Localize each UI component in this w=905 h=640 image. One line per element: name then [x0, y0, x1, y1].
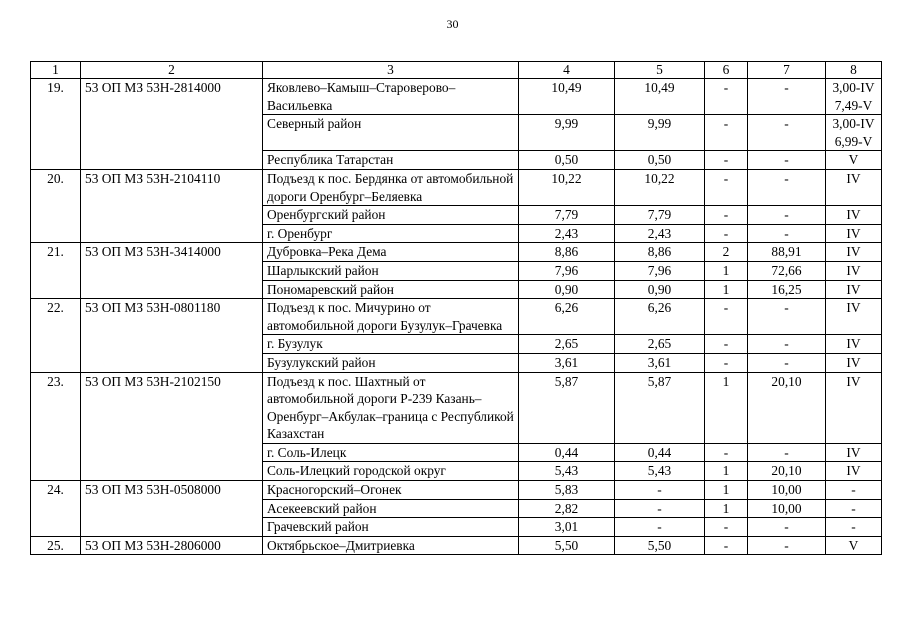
bridge-count: 1 — [705, 372, 748, 443]
road-category: IV — [826, 299, 882, 335]
paved-length: - — [615, 481, 705, 500]
bridge-count: - — [705, 536, 748, 555]
bridge-length: 20,10 — [748, 462, 826, 481]
bridge-length: 20,10 — [748, 372, 826, 443]
table-row — [31, 169, 882, 205]
road-category: V — [826, 536, 882, 555]
total-length: 10,22 — [519, 169, 615, 205]
bridge-length: - — [748, 518, 826, 537]
road-name: Асекеевский район — [263, 499, 519, 518]
header-row — [31, 62, 882, 79]
total-length: 5,87 — [519, 372, 615, 443]
road-category: IV — [826, 372, 882, 443]
paved-length: 7,96 — [615, 261, 705, 280]
bridge-count: 1 — [705, 481, 748, 500]
paved-length: 9,99 — [615, 115, 705, 151]
table-row — [31, 481, 882, 500]
total-length: 2,65 — [519, 335, 615, 354]
paved-length: 6,26 — [615, 299, 705, 335]
bridge-count: 1 — [705, 280, 748, 299]
row-number: 20. — [31, 169, 81, 242]
column-header: 2 — [81, 62, 263, 79]
paved-length: 3,61 — [615, 353, 705, 372]
road-code: 53 ОП МЗ 53Н-0801180 — [81, 299, 263, 372]
bridge-count: - — [705, 151, 748, 170]
bridge-count: - — [705, 335, 748, 354]
bridge-length: - — [748, 206, 826, 225]
total-length: 2,43 — [519, 224, 615, 243]
road-code: 53 ОП МЗ 53Н-2104110 — [81, 169, 263, 242]
paved-length: - — [615, 518, 705, 537]
road-name: Шарлыкский район — [263, 261, 519, 280]
row-number: 24. — [31, 481, 81, 537]
paved-length: 0,90 — [615, 280, 705, 299]
total-length: 7,79 — [519, 206, 615, 225]
road-category: 3,00-IV 7,49-V — [826, 79, 882, 115]
roads-table — [30, 61, 882, 555]
road-code: 53 ОП МЗ 53Н-2102150 — [81, 372, 263, 481]
paved-length: 0,50 — [615, 151, 705, 170]
road-name: Северный район — [263, 115, 519, 151]
road-category: - — [826, 499, 882, 518]
road-name: Дубровка–Река Дема — [263, 243, 519, 262]
road-category: V — [826, 151, 882, 170]
total-length: 6,26 — [519, 299, 615, 335]
bridge-count: 1 — [705, 462, 748, 481]
paved-length: 10,22 — [615, 169, 705, 205]
column-header: 5 — [615, 62, 705, 79]
road-name: г. Соль-Илецк — [263, 443, 519, 462]
total-length: 3,61 — [519, 353, 615, 372]
road-name: Октябрьское–Дмитриевка — [263, 536, 519, 555]
column-header: 3 — [263, 62, 519, 79]
table-row — [31, 79, 882, 115]
road-name: г. Бузулук — [263, 335, 519, 354]
total-length: 8,86 — [519, 243, 615, 262]
total-length: 5,43 — [519, 462, 615, 481]
road-category: IV — [826, 353, 882, 372]
total-length: 0,50 — [519, 151, 615, 170]
total-length: 3,01 — [519, 518, 615, 537]
paved-length: 8,86 — [615, 243, 705, 262]
road-category: IV — [826, 224, 882, 243]
bridge-count: - — [705, 443, 748, 462]
bridge-length: - — [748, 536, 826, 555]
total-length: 9,99 — [519, 115, 615, 151]
total-length: 5,50 — [519, 536, 615, 555]
row-number: 25. — [31, 536, 81, 555]
table-row — [31, 536, 882, 555]
road-code: 53 ОП МЗ 53Н-0508000 — [81, 481, 263, 537]
column-header: 4 — [519, 62, 615, 79]
bridge-count: - — [705, 79, 748, 115]
road-category: - — [826, 481, 882, 500]
road-name: Грачевский район — [263, 518, 519, 537]
road-category: IV — [826, 443, 882, 462]
column-header: 7 — [748, 62, 826, 79]
bridge-count: - — [705, 299, 748, 335]
total-length: 2,82 — [519, 499, 615, 518]
road-name: Оренбургский район — [263, 206, 519, 225]
paved-length: 10,49 — [615, 79, 705, 115]
bridge-count: - — [705, 518, 748, 537]
road-code: 53 ОП МЗ 53Н-2806000 — [81, 536, 263, 555]
bridge-length: - — [748, 335, 826, 354]
road-category: IV — [826, 169, 882, 205]
road-name: Подъезд к пос. Мичурино от автомобильной дороги Бузулук–Грачевка — [263, 299, 519, 335]
paved-length: 2,65 — [615, 335, 705, 354]
row-number: 23. — [31, 372, 81, 481]
bridge-length: - — [748, 79, 826, 115]
road-category: IV — [826, 335, 882, 354]
road-category: IV — [826, 206, 882, 225]
road-category: IV — [826, 280, 882, 299]
bridge-length: - — [748, 443, 826, 462]
paved-length: 7,79 — [615, 206, 705, 225]
total-length: 0,90 — [519, 280, 615, 299]
row-number: 21. — [31, 243, 81, 299]
total-length: 0,44 — [519, 443, 615, 462]
bridge-count: - — [705, 206, 748, 225]
bridge-count: 2 — [705, 243, 748, 262]
total-length: 7,96 — [519, 261, 615, 280]
road-name: Подъезд к пос. Бердянка от автомобильной дороги Оренбург–Беляевка — [263, 169, 519, 205]
bridge-length: - — [748, 169, 826, 205]
paved-length: 2,43 — [615, 224, 705, 243]
bridge-length: - — [748, 299, 826, 335]
bridge-length: 16,25 — [748, 280, 826, 299]
paved-length: 0,44 — [615, 443, 705, 462]
column-header: 6 — [705, 62, 748, 79]
table-row — [31, 372, 882, 443]
road-name: Бузулукский район — [263, 353, 519, 372]
table-row — [31, 299, 882, 335]
row-number: 19. — [31, 79, 81, 170]
road-category: IV — [826, 462, 882, 481]
column-header: 8 — [826, 62, 882, 79]
table-row — [31, 243, 882, 262]
page-number: 30 — [446, 17, 459, 31]
bridge-length: - — [748, 151, 826, 170]
road-name: Подъезд к пос. Шахтный от автомобильной дороги Р-239 Казань–Оренбург–Акбулак–граница с Республикой Казахстан — [263, 372, 519, 443]
paved-length: 5,50 — [615, 536, 705, 555]
road-name: Яковлево–Камыш–Староверово–Васильевка — [263, 79, 519, 115]
road-name: Республика Татарстан — [263, 151, 519, 170]
road-category: IV — [826, 243, 882, 262]
bridge-length: 10,00 — [748, 499, 826, 518]
bridge-length: - — [748, 353, 826, 372]
column-header: 1 — [31, 62, 81, 79]
bridge-length: 10,00 — [748, 481, 826, 500]
row-number: 22. — [31, 299, 81, 372]
bridge-length: - — [748, 224, 826, 243]
bridge-count: - — [705, 115, 748, 151]
road-name: Красногорский–Огонек — [263, 481, 519, 500]
road-category: IV — [826, 261, 882, 280]
bridge-count: 1 — [705, 499, 748, 518]
bridge-length: 72,66 — [748, 261, 826, 280]
road-name: г. Оренбург — [263, 224, 519, 243]
paved-length: 5,43 — [615, 462, 705, 481]
bridge-count: - — [705, 353, 748, 372]
total-length: 5,83 — [519, 481, 615, 500]
road-code: 53 ОП МЗ 53Н-2814000 — [81, 79, 263, 170]
road-name: Соль-Илецкий городской округ — [263, 462, 519, 481]
bridge-count: - — [705, 169, 748, 205]
road-category: 3,00-IV 6,99-V — [826, 115, 882, 151]
total-length: 10,49 — [519, 79, 615, 115]
bridge-count: - — [705, 224, 748, 243]
paved-length: - — [615, 499, 705, 518]
bridge-length: 88,91 — [748, 243, 826, 262]
bridge-length: - — [748, 115, 826, 151]
paved-length: 5,87 — [615, 372, 705, 443]
road-code: 53 ОП МЗ 53Н-3414000 — [81, 243, 263, 299]
road-name: Пономаревский район — [263, 280, 519, 299]
road-category: - — [826, 518, 882, 537]
bridge-count: 1 — [705, 261, 748, 280]
